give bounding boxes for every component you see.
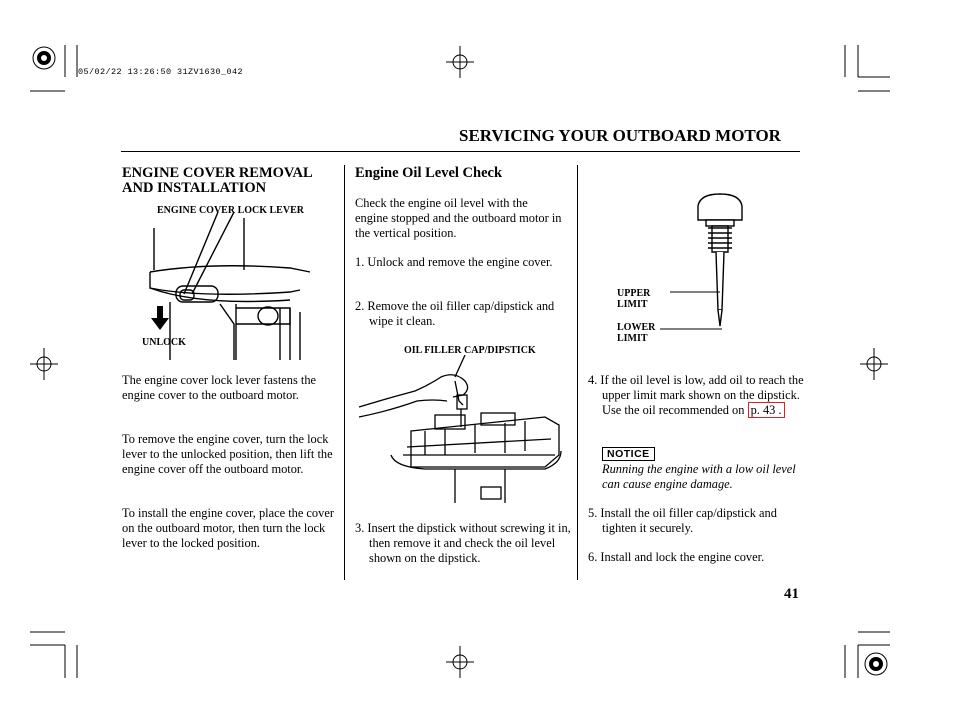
dipstick-illustration <box>660 190 770 340</box>
oil-check-heading: Engine Oil Level Check <box>355 165 503 181</box>
oil-step-1: 1. Unlock and remove the engine cover. <box>355 255 553 269</box>
print-stamp: 05/02/22 13:26:50 31ZV1630_042 <box>78 67 244 77</box>
notice-text: Running the engine with a low oil level can cause engine damage. <box>602 462 796 491</box>
fig-unlock-label: UNLOCK <box>142 337 186 348</box>
page-header-title: SERVICING YOUR OUTBOARD MOTOR <box>459 126 781 145</box>
engine-cover-heading: ENGINE COVER REMOVAL AND INSTALLATION <box>122 165 312 196</box>
engine-cover-para-1: The engine cover lock lever fastens the engine cover to the outboard motor. <box>122 373 317 402</box>
fig-dipstick-label: OIL FILLER CAP/DIPSTICK <box>404 345 536 356</box>
notice-badge: NOTICE <box>602 447 655 461</box>
oil-check-intro: Check the engine oil level with the engine stopped and the outboard motor in the vertical position. <box>355 196 562 240</box>
oil-step-2: 2. Remove the oil filler cap/dipstick and wipe it clean. <box>355 299 555 328</box>
fig-lever-label: ENGINE COVER LOCK LEVER <box>157 205 304 216</box>
notice-block <box>602 444 655 462</box>
oil-step-5: 5. Install the oil filler cap/dipstick and tighten it securely. <box>588 506 777 535</box>
column-divider-1 <box>344 165 345 580</box>
oil-step-3: 3. Insert the dipstick without screwing it in, then remove it and check the oil level shown on the dipstick. <box>355 521 571 565</box>
column-divider-2 <box>577 165 578 580</box>
page-number: 41 <box>784 586 799 602</box>
oil-step-4 <box>588 373 812 417</box>
header-rule <box>121 151 800 152</box>
engine-cover-para-3: To install the engine cover, place the cover on the outboard motor, then turn the lock lever to the locked position. <box>122 506 334 550</box>
page-43-link[interactable]: p. 43 . <box>748 402 785 418</box>
oil-step-4-text: 4. If the oil level is low, add oil to reach the upper limit mark shown on the dipstick. Use the oil recommended on <box>588 373 804 417</box>
upper-limit-label: UPPER LIMIT <box>617 288 651 310</box>
lower-limit-label: LOWER LIMIT <box>617 322 656 344</box>
engine-cover-para-2: To remove the engine cover, turn the lock lever to the unlocked position, then lift the engine cover off the outboard motor. <box>122 432 333 476</box>
dipstick-insert-illustration <box>355 355 570 505</box>
oil-step-6: 6. Install and lock the engine cover. <box>588 550 765 564</box>
